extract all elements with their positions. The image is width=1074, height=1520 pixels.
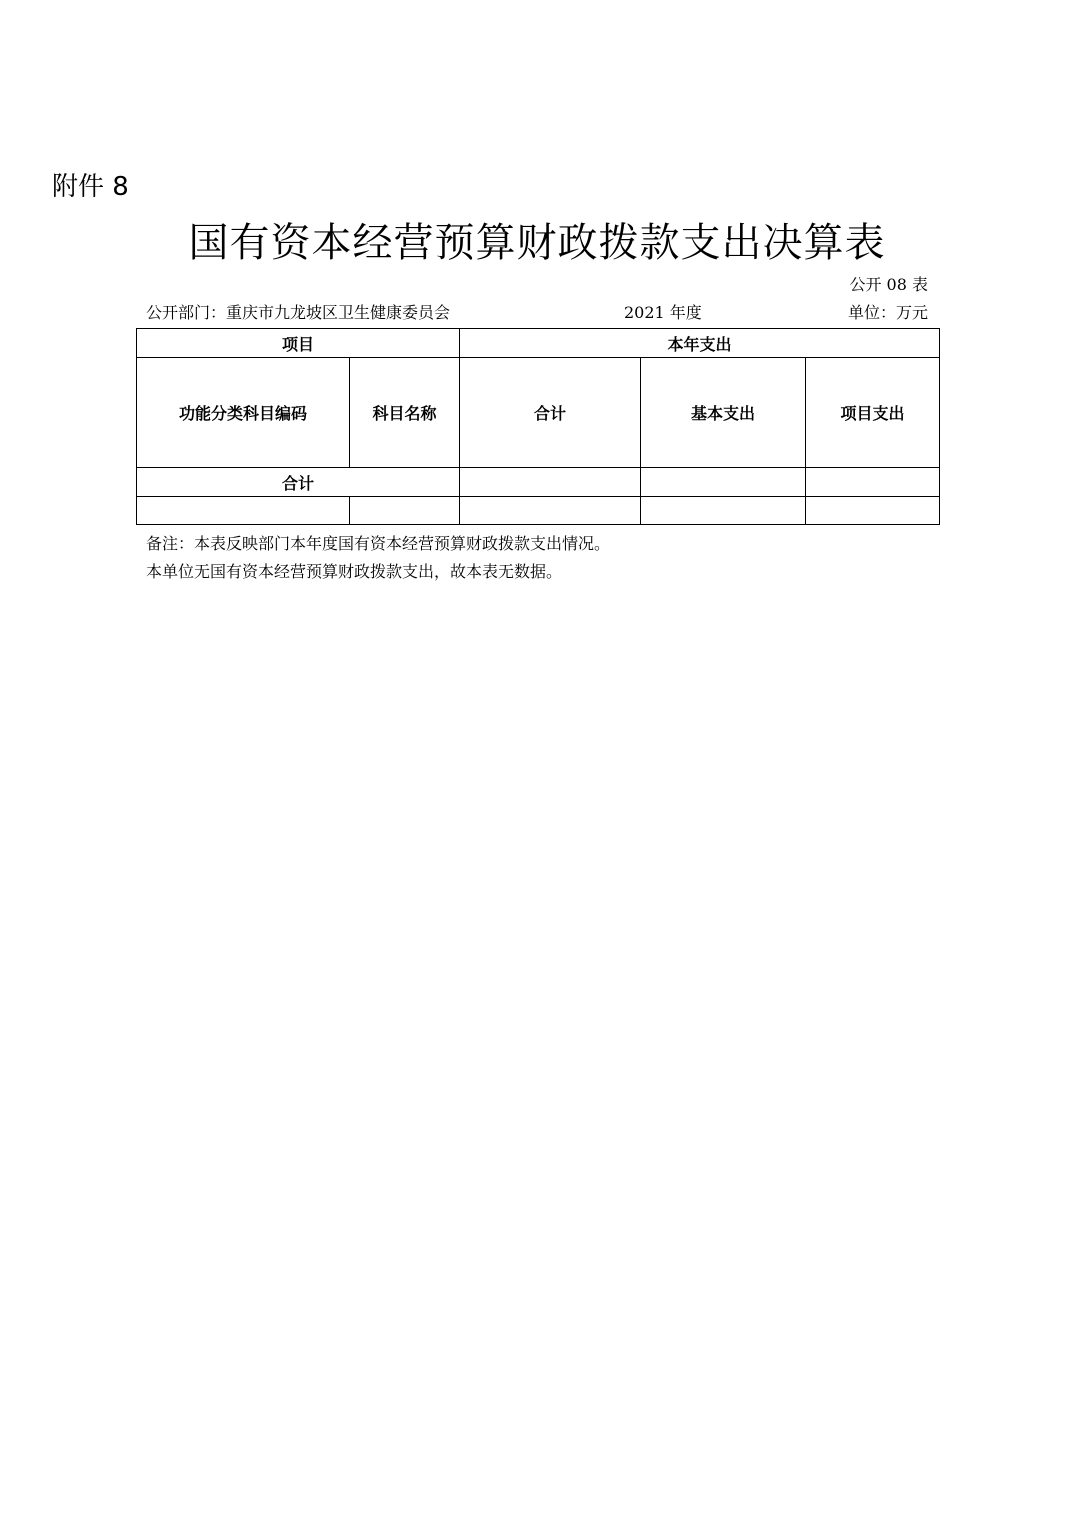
attachment-label: 附件 8: [52, 172, 129, 202]
expenditure-table: [136, 328, 940, 525]
table-column-header-row: [137, 358, 940, 468]
header-item: 项目: [137, 329, 460, 358]
row-basic: [641, 497, 806, 525]
header-project: 项目支出: [806, 358, 940, 468]
table-group-header-row: [137, 329, 940, 358]
header-basic: 基本支出: [641, 358, 806, 468]
header-total: 合计: [460, 358, 641, 468]
total-row-label: 合计: [137, 468, 460, 497]
row-code: [137, 497, 350, 525]
header-code: 功能分类科目编码: [137, 358, 350, 468]
row-project: [806, 497, 940, 525]
note-line-1: 备注：本表反映部门本年度国有资本经营预算财政拨款支出情况。: [146, 534, 611, 553]
department-label: 公开部门：重庆市九龙坡区卫生健康委员会: [146, 303, 451, 322]
total-row-basic: [641, 468, 806, 497]
total-row-total: [460, 468, 641, 497]
total-row-project: [806, 468, 940, 497]
year-label: 2021 年度: [624, 303, 702, 322]
row-name: [350, 497, 460, 525]
header-name: 科目名称: [350, 358, 460, 468]
meta-row: [146, 302, 928, 324]
row-total: [460, 497, 641, 525]
form-number: 公开 08 表: [849, 275, 928, 294]
table-row: [137, 497, 940, 525]
page-title: 国有资本经营预算财政拨款支出决算表: [188, 220, 886, 266]
table-total-row: [137, 468, 940, 497]
notes: [146, 530, 610, 586]
unit-label: 单位：万元: [847, 303, 928, 322]
header-current-year-expenditure: 本年支出: [460, 329, 940, 358]
note-line-2: 本单位无国有资本经营预算财政拨款支出，故本表无数据。: [146, 562, 563, 581]
